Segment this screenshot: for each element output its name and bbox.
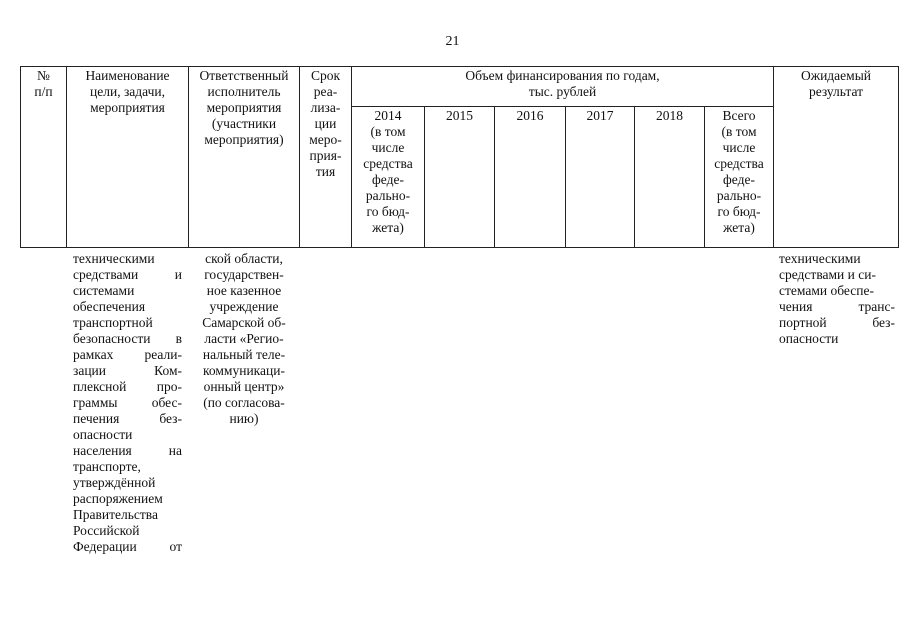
page-number: 21 xyxy=(445,34,460,49)
row-name-text xyxy=(73,251,182,555)
responsible-line: нию) xyxy=(229,411,259,426)
name-line: Правительства xyxy=(73,507,158,522)
responsible-line: (по согласова- xyxy=(203,395,285,410)
result-line: опасности xyxy=(779,331,839,346)
responsible-line: ской области, xyxy=(205,251,283,266)
name-line: плексной про- xyxy=(73,379,182,394)
responsible-line: ное казенное xyxy=(206,283,282,298)
header-year-2018: 2018 xyxy=(656,108,683,123)
responsible-line: ласти «Регио- xyxy=(204,331,284,346)
name-line: транспорте, xyxy=(73,459,141,474)
result-line: портной без- xyxy=(779,315,895,330)
name-line: Российской xyxy=(73,523,140,538)
responsible-line: коммуникаци- xyxy=(203,363,285,378)
name-line: населения на xyxy=(73,443,182,458)
header-year-2017: 2017 xyxy=(586,108,614,123)
row-result-text xyxy=(779,251,895,347)
name-line: безопасности в xyxy=(73,331,182,346)
responsible-line: нальный теле- xyxy=(202,347,286,362)
result-line: средствами и си- xyxy=(779,267,876,282)
name-line: утверждённой xyxy=(73,475,156,490)
header-year-2015: 2015 xyxy=(446,108,473,123)
name-line: средствами и xyxy=(73,267,182,282)
header-total: Всего (в том числе средства феде- рально- го бюд- жета) xyxy=(714,108,764,235)
responsible-line: Самарской об- xyxy=(202,315,286,330)
header-name: Наименование цели, задачи, мероприятия xyxy=(85,68,170,115)
name-line: системами xyxy=(73,283,135,298)
name-line: Федерации от xyxy=(73,539,182,554)
row-responsible-text xyxy=(190,251,298,427)
header-result: Ожидаемый результат xyxy=(801,68,871,99)
name-line: граммы обес- xyxy=(73,395,182,410)
header-financing: Объем финансирования по годам, тыс. рублей xyxy=(465,68,660,99)
name-line: опасности xyxy=(73,427,133,442)
name-line: зации Ком- xyxy=(73,363,182,378)
name-line: обеспечения xyxy=(73,299,146,314)
responsible-line: государствен- xyxy=(204,267,284,282)
header-year-2014: 2014 (в том числе средства феде- рально- го бюд- жета) xyxy=(363,108,413,235)
name-line: транспортной xyxy=(73,315,153,330)
header-responsible: Ответственный исполнитель мероприятия (участники мероприятия) xyxy=(199,68,289,147)
name-line: рамках реали- xyxy=(73,347,182,362)
header-year-2016: 2016 xyxy=(516,108,544,123)
header-num: № п/п xyxy=(34,68,53,99)
header-term: Срок реа- лиза- ции меро- прия- тия xyxy=(309,68,342,179)
name-line: техническими xyxy=(73,251,155,266)
result-line: стемами обеспе- xyxy=(779,283,874,298)
responsible-line: учреждение xyxy=(209,299,279,314)
name-line: печения без- xyxy=(73,411,182,426)
responsible-line: онный центр» xyxy=(203,379,285,394)
result-line: техническими xyxy=(779,251,861,266)
result-line: чения транс- xyxy=(779,299,895,314)
name-line: распоряжением xyxy=(73,491,163,506)
